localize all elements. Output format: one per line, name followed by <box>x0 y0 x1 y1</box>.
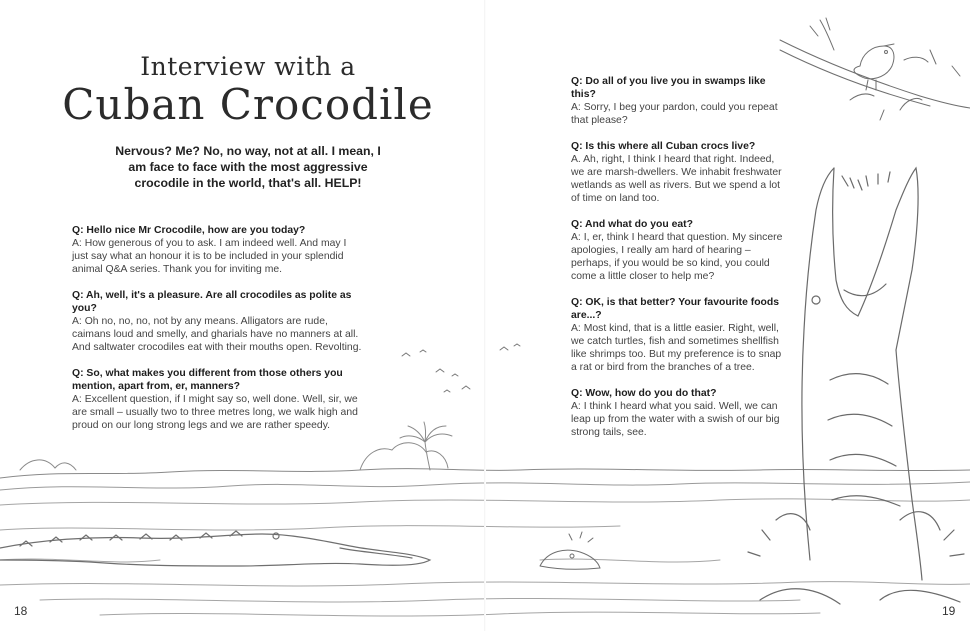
question: Q: OK, is that better? Your favourite foods are...? <box>571 297 780 321</box>
question: Q: Ah, well, it's a pleasure. Are all crocodiles as polite as you? <box>72 290 352 314</box>
qa-block <box>72 224 362 276</box>
question: Q: Wow, how do you do that? <box>571 388 717 399</box>
answer: A: How generous of you to ask. I am indeed well. And may I just say what an honour it is to be included in your splendid animal Q&A series. Thank you for inviting me. <box>72 238 347 275</box>
answer: A: Excellent question, if I might say so, well done. Well, sir, we are small – usually two to three metres long, we walk high and proud on our long strong legs and we are rather speedy. <box>72 394 358 431</box>
qa-block <box>571 296 786 374</box>
answer: A: I, er, think I heard that question. My sincere apologies, I really am hard of hearing – perhaps, if you would be so kind, you could come a little closer to help me? <box>571 232 783 282</box>
left-column <box>72 224 362 445</box>
answer: A: I think I heard what you said. Well, we can leap up from the water with a swish of our big strong tails, see. <box>571 401 780 438</box>
page-title: Cuban Crocodile <box>62 80 434 129</box>
intro-text: Nervous? Me? No, no way, not at all. I mean, I am face to face with the most aggressive crocodile in the world, that's all. HELP! <box>115 144 381 190</box>
qa-block <box>571 75 786 127</box>
palm-tree-icon <box>400 422 452 470</box>
question: Q: Do all of you live you in swamps like this? <box>571 76 766 100</box>
question: Q: Is this where all Cuban crocs live? <box>571 141 756 152</box>
answer: A: Oh no, no, no, not by any means. Alligators are rude, caimans loud and smelly, and gharials have no manners at all. And saltwater crocodiles eat with their mouths open. Revolting. <box>72 316 362 353</box>
crocodile-swimming-icon <box>0 531 430 566</box>
right-column <box>571 75 786 452</box>
title-line-1: Interview with a <box>140 52 356 81</box>
qa-block <box>72 289 362 354</box>
answer: A: Most kind, that is a little easier. Right, well, we catch turtles, fish and sometimes shellfish like shrimps too. But my preference is to snap a rat or bird from the branches of a tree. <box>571 323 782 373</box>
question: Q: So, what makes you different from those others you mention, apart from, er, manners? <box>72 368 343 392</box>
qa-block <box>571 140 786 205</box>
frog-head-icon <box>540 532 600 569</box>
question: Q: And what do you eat? <box>571 219 693 230</box>
answer: A: Sorry, I beg your pardon, could you repeat that please? <box>571 102 778 126</box>
page-number-left: 18 <box>14 604 28 618</box>
question: Q: Hello nice Mr Crocodile, how are you today? <box>72 225 306 236</box>
flying-birds-icon <box>402 344 520 392</box>
answer: A. Ah, right, I think I heard that right. Indeed, we are marsh-dwellers. We inhabit freshwater wetlands as well as rivers. But we spend a lot of time on land too. <box>571 154 782 204</box>
qa-block <box>72 367 362 432</box>
qa-block <box>571 218 786 283</box>
page-number-right: 19 <box>942 604 956 618</box>
bird-on-branch-icon <box>780 18 970 120</box>
qa-block <box>571 387 786 439</box>
